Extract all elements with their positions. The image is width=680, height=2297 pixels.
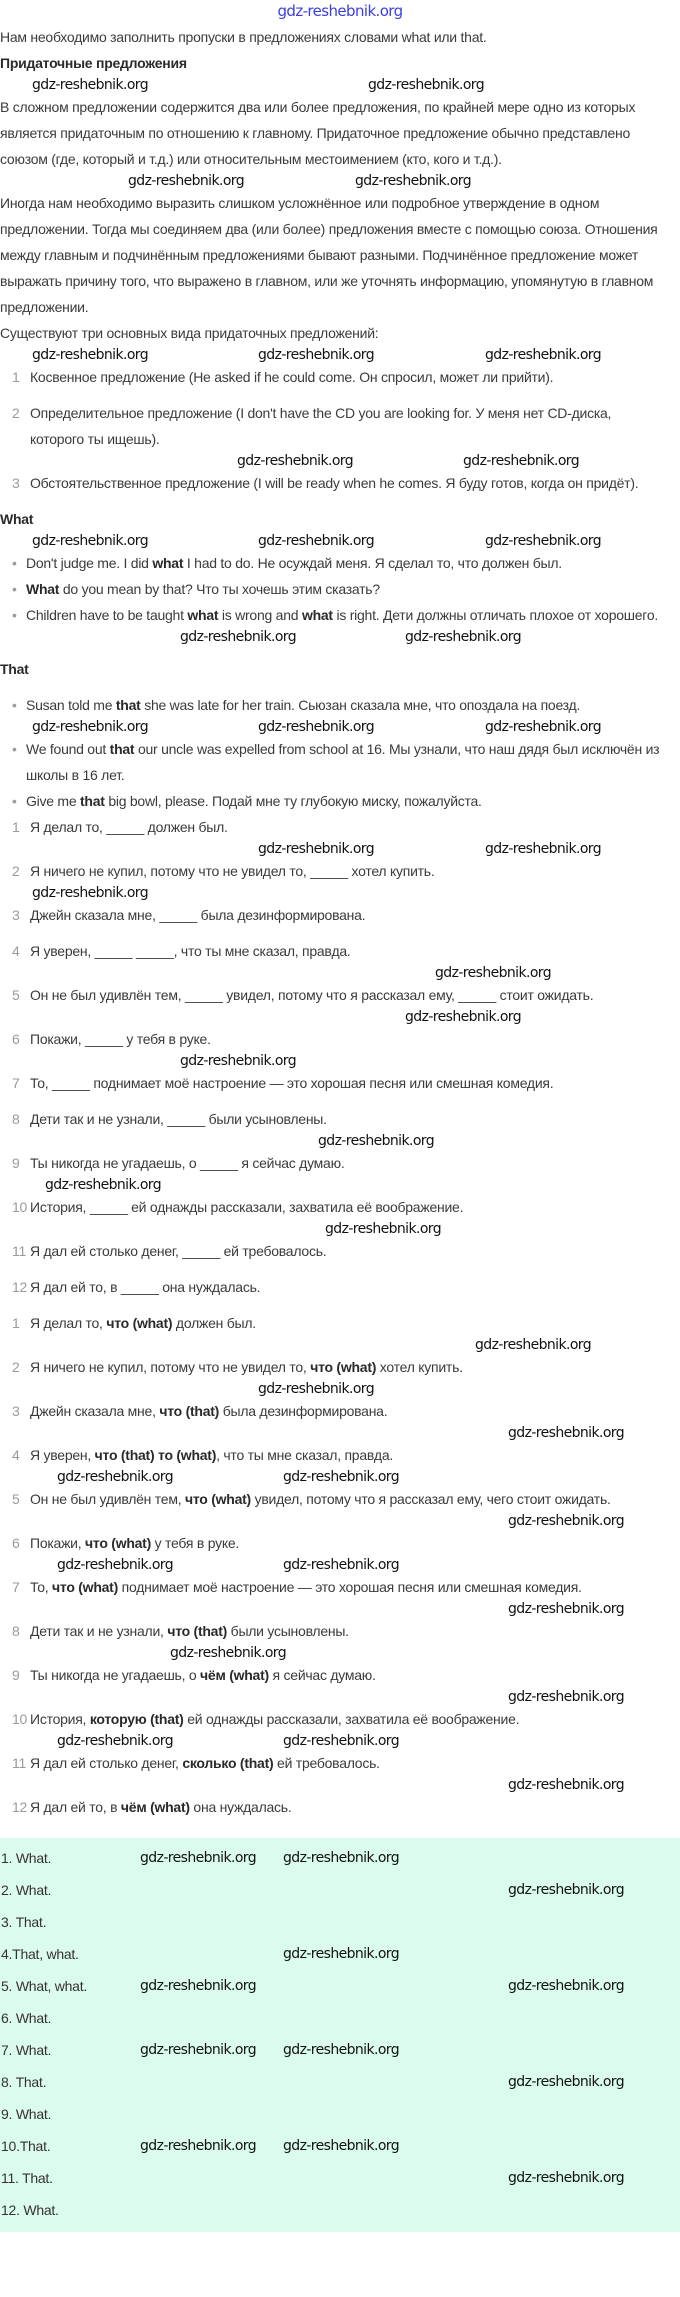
watermark: gdz-reshebnik.org: [508, 1882, 624, 1898]
watermark-row: [0, 1052, 680, 1070]
clause-type-item: [0, 364, 668, 390]
keyword: что (what): [310, 1359, 377, 1375]
text-segment: Я ничего не купил, потому что не увидел то, _____ хотел купить.: [30, 863, 435, 879]
item-number: 2: [12, 405, 20, 421]
watermark-row: [0, 1336, 680, 1354]
item-text: [26, 736, 668, 788]
watermark: gdz-reshebnik.org: [140, 1850, 256, 1866]
answer-explained-item: [0, 1398, 668, 1424]
item-number: 4: [12, 1447, 20, 1463]
watermark: gdz-reshebnik.org: [32, 885, 148, 901]
watermark-row: [0, 1512, 680, 1530]
answer-row: [0, 1874, 680, 1906]
item-text: [26, 788, 668, 814]
clause-type-item: [0, 470, 668, 496]
text-segment: поднимает моё настроение — это хорошая песня или смешная комедия.: [118, 1579, 582, 1595]
watermark: gdz-reshebnik.org: [508, 1601, 624, 1617]
item-number: 11: [12, 1243, 27, 1259]
item-text: [30, 1106, 668, 1132]
text-segment: я сейчас думаю.: [268, 1667, 376, 1683]
text-segment: Я дал ей столько денег,: [30, 1755, 183, 1771]
that-example: [0, 788, 668, 814]
item-text: [30, 1354, 668, 1380]
item-text: [30, 902, 668, 928]
exercise-item: [0, 858, 668, 884]
watermark: gdz-reshebnik.org: [485, 347, 601, 363]
watermark: gdz-reshebnik.org: [258, 533, 374, 549]
text-segment: Ты никогда не угадаешь, о _____ я сейчас думаю.: [30, 1155, 345, 1171]
watermark: gdz-reshebnik.org: [32, 77, 148, 93]
watermark: gdz-reshebnik.org: [463, 453, 579, 469]
item-number: 12: [12, 1799, 28, 1815]
watermark: gdz-reshebnik.org: [508, 2170, 624, 2186]
item-number: 1: [12, 819, 20, 835]
exercise-item: [0, 1106, 668, 1132]
item-text: [26, 602, 668, 628]
watermark: gdz-reshebnik.org: [283, 1850, 399, 1866]
keyword: сколько (that): [182, 1755, 274, 1771]
text-segment: Я делал то,: [30, 1315, 107, 1331]
keyword: что (that) то (what): [94, 1447, 217, 1463]
text-segment: is right. Дети должны отличать плохое от хорошего.: [332, 607, 659, 623]
watermark-row: [0, 628, 680, 646]
item-text: [30, 814, 668, 840]
answer-explained-item: [0, 1486, 668, 1512]
item-number: 5: [12, 1491, 20, 1507]
item-number: 11: [12, 1755, 27, 1771]
watermark: gdz-reshebnik.org: [283, 2042, 399, 2058]
answer-explained-item: [0, 1662, 668, 1688]
that-heading: That: [0, 661, 29, 677]
bullet-icon: •: [12, 581, 17, 597]
answer-explained-item: [0, 1310, 668, 1336]
text-segment: Дети так и не узнали, _____ были усыновлены.: [30, 1111, 327, 1127]
answer-row: [0, 1842, 680, 1874]
text-segment: Я дал ей то, в _____ она нуждалась.: [30, 1279, 261, 1295]
text-segment: у тебя в руке.: [151, 1535, 240, 1551]
bullet-icon: •: [12, 555, 17, 571]
spacer: [0, 1300, 680, 1310]
answer-item: 4.That, what.: [1, 1946, 79, 1962]
watermark-row: [0, 346, 680, 364]
answer-item: 9. What.: [1, 2106, 52, 2122]
answer-explained-item: [0, 1354, 668, 1380]
keyword: What: [26, 581, 60, 597]
watermark: gdz-reshebnik.org: [258, 347, 374, 363]
text-segment: Children have to be taught: [26, 607, 188, 623]
watermark-row: [0, 1688, 680, 1706]
text-segment: Джейн сказала мне,: [30, 1403, 160, 1419]
spacer: [0, 496, 680, 506]
spacer: [0, 682, 680, 692]
answer-row: [0, 1970, 680, 2002]
spacer: [0, 1264, 680, 1274]
spacer: [0, 928, 680, 938]
item-text: [30, 1398, 668, 1424]
text-segment: she was late for her train. Сьюзан сказала мне, что опоздала на поезд.: [140, 697, 581, 713]
item-text: [30, 1750, 668, 1776]
answer-item: 5. What, what.: [1, 1978, 87, 1994]
item-number: 10: [12, 1199, 28, 1215]
watermark: gdz-reshebnik.org: [32, 347, 148, 363]
keyword: чём (what): [120, 1799, 190, 1815]
watermark-row: [0, 532, 680, 550]
that-example: [0, 692, 668, 718]
item-number: 2: [12, 1359, 20, 1375]
text-segment: Я уверен,: [30, 1447, 95, 1463]
keyword: что (what): [106, 1315, 173, 1331]
text-segment: Susan told me: [26, 697, 116, 713]
answer-explained-item: [0, 1750, 668, 1776]
text-segment: должен был.: [172, 1315, 256, 1331]
item-text: [30, 1442, 668, 1468]
item-text: [26, 550, 668, 576]
item-number: 2: [12, 863, 20, 879]
keyword: что (what): [52, 1579, 118, 1595]
answer-item: 10.That.: [1, 2138, 51, 2154]
watermark: gdz-reshebnik.org: [475, 1337, 591, 1353]
text-segment: То, _____ поднимает моё настроение — это хорошая песня или смешная комедия.: [30, 1075, 554, 1091]
text-segment: Он не был удивлён тем,: [30, 1491, 185, 1507]
answer-item: 3. That.: [1, 1914, 47, 1930]
watermark-row: [0, 1600, 680, 1618]
what-heading: What: [0, 511, 34, 527]
watermark: gdz-reshebnik.org: [508, 1777, 624, 1793]
item-number: 3: [12, 907, 20, 923]
text-segment: была дезинформирована.: [219, 1403, 388, 1419]
answer-explained-item: [0, 1618, 668, 1644]
text-segment: ей однажды рассказали, захватила её воображение.: [183, 1711, 520, 1727]
item-number: 7: [12, 1579, 20, 1595]
exercise-item: [0, 1150, 668, 1176]
keyword: чём (what): [200, 1667, 269, 1683]
item-number: 1: [12, 369, 20, 385]
answer-row: [0, 2034, 680, 2066]
text-segment: Покажи, _____ у тебя в руке.: [30, 1031, 211, 1047]
answer-row: [0, 1906, 680, 1938]
watermark-row: [0, 1776, 680, 1794]
answer-explained-item: [0, 1442, 668, 1468]
answer-explained-item: [0, 1794, 668, 1820]
text-segment: Ты никогда не угадаешь, о: [30, 1667, 201, 1683]
item-text: [30, 1706, 668, 1732]
text-segment: История,: [30, 1711, 90, 1727]
watermark: gdz-reshebnik.org: [508, 1513, 624, 1529]
text-segment: хотел купить.: [376, 1359, 463, 1375]
text-segment: Он не был удивлён тем, _____ увидел, потому что я рассказал ему, _____ стоит ожидать.: [30, 987, 594, 1003]
watermark: gdz-reshebnik.org: [258, 841, 374, 857]
watermark: gdz-reshebnik.org: [170, 1645, 286, 1661]
item-text: [30, 1530, 668, 1556]
answer-item: 11. That.: [1, 2170, 53, 2186]
keyword: что (what): [184, 1491, 251, 1507]
watermark: gdz-reshebnik.org: [405, 629, 521, 645]
paragraph: В сложном предложении содержится два или более предложения, по крайней мере одно из которых является придаточным по отношению к главному. Придаточное предложение обычно представлено союзом (где, который и т.д.) или относительным местоимением (кто, кого и т.д.).: [0, 99, 636, 167]
answer-item: 1. What.: [1, 1850, 52, 1866]
text-segment: , что ты мне сказал, правда.: [216, 1447, 394, 1463]
item-text: [30, 982, 668, 1008]
text-segment: do you mean by that? Что ты хочешь этим сказать?: [59, 581, 380, 597]
keyword: that: [115, 697, 141, 713]
keyword: what: [187, 607, 219, 623]
watermark: gdz-reshebnik.org: [405, 1009, 521, 1025]
watermark: gdz-reshebnik.org: [283, 2138, 399, 2154]
watermark: gdz-reshebnik.org: [318, 1133, 434, 1149]
text-segment: увидел, потому что я рассказал ему, чего стоит ожидать.: [250, 1491, 611, 1507]
answer-row: [0, 2002, 680, 2034]
text-segment: is wrong and: [218, 607, 302, 623]
that-example: [0, 736, 668, 788]
answer-row: [0, 2130, 680, 2162]
keyword: что (that): [167, 1623, 228, 1639]
text-segment: Don't judge me. I did: [26, 555, 153, 571]
text-segment: Give me: [26, 793, 81, 809]
watermark: gdz-reshebnik.org: [140, 1978, 256, 1994]
watermark: gdz-reshebnik.org: [485, 719, 601, 735]
item-number: 10: [12, 1711, 28, 1727]
exercise-item: [0, 1194, 668, 1220]
item-number: 8: [12, 1623, 20, 1639]
keyword: that: [80, 793, 105, 809]
watermark: gdz-reshebnik.org: [508, 1425, 624, 1441]
watermark: gdz-reshebnik.org: [237, 453, 353, 469]
bullet-icon: •: [12, 697, 17, 713]
text-segment: История, _____ ей однажды рассказали, захватила её воображение.: [30, 1199, 464, 1215]
spacer: [0, 390, 680, 400]
item-number: 5: [12, 987, 20, 1003]
watermark-row: [0, 172, 680, 190]
text-segment: Я уверен, _____ _____, что ты мне сказал, правда.: [30, 943, 351, 959]
answer-row: [0, 2098, 680, 2130]
answer-item: 6. What.: [1, 2010, 52, 2026]
answer-row: [0, 1938, 680, 1970]
keyword: what: [152, 555, 184, 571]
text-segment: Джейн сказала мне, _____ была дезинформирована.: [30, 907, 366, 923]
watermark: gdz-reshebnik.org: [258, 719, 374, 735]
watermark-row: [0, 964, 680, 982]
exercise-item: [0, 1026, 668, 1052]
answers-panel: [0, 1838, 680, 2232]
paragraph: Иногда нам необходимо выразить слишком усложнённое или подробное утверждение в одном предложении. Тогда мы соединяем два (или более) предложения вместе с помощью союза. Отношения между главным и подчинённым предложениями бывают разными. Подчинённое предложение может выражать причину того, что выражено в главном, или же уточнять информацию, упомянутую в главном предложении.: [0, 195, 658, 315]
watermark-row: [0, 840, 680, 858]
watermark-row: [0, 1220, 680, 1238]
watermark: gdz-reshebnik.org: [283, 1469, 399, 1485]
text-segment: Я делал то, _____ должен был.: [30, 819, 228, 835]
bullet-icon: •: [12, 741, 17, 757]
item-number: 6: [12, 1031, 20, 1047]
watermark-row: [0, 76, 680, 94]
watermark: gdz-reshebnik.org: [57, 1557, 173, 1573]
watermark-row: [0, 1176, 680, 1194]
exercise-item: [0, 1274, 668, 1300]
keyword: что (what): [85, 1535, 152, 1551]
paragraph: Существуют три основных вида придаточных предложений:: [0, 325, 379, 341]
bullet-icon: •: [12, 607, 17, 623]
watermark: gdz-reshebnik.org: [45, 1177, 161, 1193]
item-text: [26, 692, 668, 718]
item-number: 8: [12, 1111, 20, 1127]
item-number: 7: [12, 1075, 20, 1091]
text-segment: Покажи,: [30, 1535, 86, 1551]
keyword: которую (that): [89, 1711, 184, 1727]
bullet-icon: •: [12, 793, 17, 809]
watermark-row: [0, 1008, 680, 1026]
item-number: 3: [12, 475, 20, 491]
watermark: gdz-reshebnik.org: [283, 1946, 399, 1962]
answer-item: 2. What.: [1, 1882, 52, 1898]
item-text: [30, 1310, 668, 1336]
item-number: 6: [12, 1535, 20, 1551]
what-example: [0, 576, 668, 602]
exercise-item: [0, 1070, 668, 1096]
watermark: gdz-reshebnik.org: [508, 1978, 624, 1994]
item-number: 9: [12, 1667, 20, 1683]
answer-item: 7. What.: [1, 2042, 52, 2058]
keyword: that: [109, 741, 135, 757]
watermark: gdz-reshebnik.org: [140, 2042, 256, 2058]
answer-explained-item: [0, 1574, 668, 1600]
watermark-row: [0, 1556, 680, 1574]
item-text: [30, 858, 668, 884]
text-segment: I had to do. Не осуждай меня. Я сделал то, что должен был.: [183, 555, 562, 571]
watermark: gdz-reshebnik.org: [508, 2074, 624, 2090]
section-title: Придаточные предложения: [0, 55, 187, 71]
answer-row: [0, 2162, 680, 2194]
watermark: gdz-reshebnik.org: [32, 533, 148, 549]
text-segment: Дети так и не узнали,: [30, 1623, 168, 1639]
watermark-row: [0, 452, 680, 470]
answer-explained-item: [0, 1706, 668, 1732]
text-segment: Я дал ей столько денег, _____ ей требовалось.: [30, 1243, 327, 1259]
watermark: gdz-reshebnik.org: [325, 1221, 441, 1237]
keyword: what: [301, 607, 333, 623]
watermark: gdz-reshebnik.org: [57, 1733, 173, 1749]
watermark: gdz-reshebnik.org: [258, 1381, 374, 1397]
watermark-row: [0, 1424, 680, 1442]
what-example: [0, 550, 668, 576]
watermark: gdz-reshebnik.org: [283, 1557, 399, 1573]
watermark: gdz-reshebnik.org: [32, 719, 148, 735]
item-number: 9: [12, 1155, 20, 1171]
watermark: gdz-reshebnik.org: [508, 1689, 624, 1705]
watermark: gdz-reshebnik.org: [180, 1053, 296, 1069]
intro-text: Нам необходимо заполнить пропуски в предложениях словами what или that.: [0, 29, 487, 45]
answer-explained-item: [0, 1530, 668, 1556]
text-segment: We found out: [26, 741, 110, 757]
spacer: [0, 646, 680, 656]
exercise-item: [0, 1238, 668, 1264]
text-segment: big bowl, please. Подай мне ту глубокую миску, пожалуйста.: [104, 793, 482, 809]
exercise-item: [0, 982, 668, 1008]
exercise-item: [0, 938, 668, 964]
item-text: [30, 1194, 668, 1220]
answer-item: 8. That.: [1, 2074, 47, 2090]
item-text: [30, 1662, 668, 1688]
spacer: [0, 1820, 680, 1830]
watermark-row: [0, 884, 680, 902]
watermark-row: [0, 1732, 680, 1750]
item-text: [30, 1026, 668, 1052]
answer-item: 12. What.: [1, 2202, 59, 2218]
item-text: [30, 1486, 668, 1512]
item-text: Обстоятельственное предложение (I will be ready when he comes. Я буду готов, когда он придёт).: [30, 475, 639, 491]
item-number: 3: [12, 1403, 20, 1419]
text-segment: То,: [30, 1579, 53, 1595]
watermark-row: [0, 1468, 680, 1486]
watermark: gdz-reshebnik.org: [435, 965, 551, 981]
item-text: [30, 1618, 668, 1644]
text-segment: our uncle was expelled from school at 16. Мы узнали, что наш дядя был исключён из школы в 16 лет.: [26, 741, 660, 783]
watermark: gdz-reshebnik.org: [368, 77, 484, 93]
item-text: [30, 1238, 668, 1264]
item-text: [30, 1574, 668, 1600]
text-segment: она нуждалась.: [189, 1799, 292, 1815]
document: [0, 24, 680, 2232]
item-text: [30, 938, 668, 964]
text-segment: ей требовалось.: [273, 1755, 380, 1771]
watermark-row: [0, 1644, 680, 1662]
exercise-item: [0, 814, 668, 840]
item-number: 1: [12, 1315, 20, 1331]
watermark: gdz-reshebnik.org: [140, 2138, 256, 2154]
clause-type-item: [0, 400, 668, 452]
site-watermark: gdz-reshebnik.org: [277, 2, 403, 20]
watermark: gdz-reshebnik.org: [128, 173, 244, 189]
exercise-item: [0, 902, 668, 928]
watermark-row: [0, 1132, 680, 1150]
item-text: [30, 1150, 668, 1176]
watermark: gdz-reshebnik.org: [485, 841, 601, 857]
item-text: [30, 1274, 668, 1300]
answer-row: [0, 2066, 680, 2098]
item-text: [26, 576, 668, 602]
keyword: что (that): [159, 1403, 220, 1419]
watermark-row: [0, 1380, 680, 1398]
spacer: [0, 1096, 680, 1106]
watermark-row: [0, 718, 680, 736]
watermark: gdz-reshebnik.org: [485, 533, 601, 549]
item-text: Косвенное предложение (He asked if he could come. Он спросил, может ли прийти).: [30, 369, 554, 385]
watermark: gdz-reshebnik.org: [283, 1733, 399, 1749]
answer-row: [0, 2194, 680, 2226]
item-text: Определительное предложение (I don't have the CD you are looking for. У меня нет CD-диска, которого ты ищешь).: [30, 405, 612, 447]
item-number: 4: [12, 943, 20, 959]
text-segment: Я ничего не купил, потому что не увидел то,: [30, 1359, 311, 1375]
item-text: [30, 1070, 668, 1096]
watermark: gdz-reshebnik.org: [355, 173, 471, 189]
item-number: 12: [12, 1279, 28, 1295]
item-text: [30, 1794, 668, 1820]
text-segment: были усыновлены.: [227, 1623, 349, 1639]
what-example: [0, 602, 668, 628]
watermark: gdz-reshebnik.org: [57, 1469, 173, 1485]
watermark: gdz-reshebnik.org: [180, 629, 296, 645]
text-segment: Я дал ей то, в: [30, 1799, 121, 1815]
